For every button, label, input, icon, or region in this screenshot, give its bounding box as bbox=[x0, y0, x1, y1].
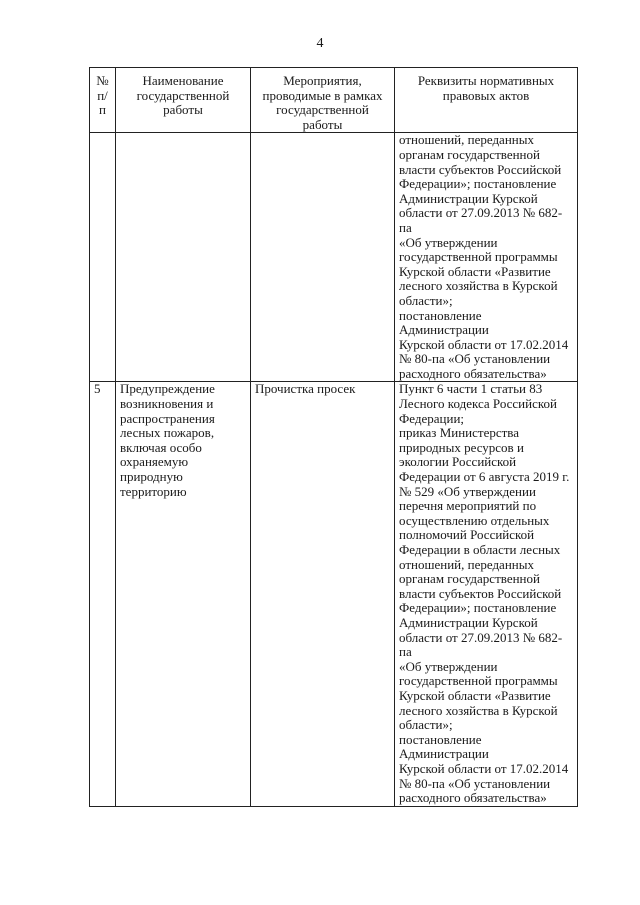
header-number: № п/п bbox=[90, 68, 116, 133]
cell-activities: Прочистка просек bbox=[251, 382, 395, 806]
cell-legal-acts: Пункт 6 части 1 статьи 83 Лесного кодекса Российской Федерации; приказ Министерства природных ресурсов и экологии Российской Федерации от 6 августа 2019 г. № 529 «Об утверждении перечня мероприятий по осуществлению отдельных полномочий Российской Федерации в области лесных отношений, переданных органам государственной власти субъектов Российской Федерации»; постановление Администрации Курской области от 27.09.2013 № 682-па «Об утверждении государственной программы Курской области «Развитие лесного хозяйства в Курской области»; постановление Администрации Курской области от 17.02.2014 № 80-па «Об установлении расходного обязательства» bbox=[395, 382, 578, 806]
cell-work-name: Предупреждение возникновения и распространения лесных пожаров, включая особо охраняемую природную территорию bbox=[116, 382, 251, 806]
document-table bbox=[89, 67, 578, 807]
cell-legal-acts: отношений, переданных органам государственной власти субъектов Российской Федерации»; постановление Администрации Курской области от 27.09.2013 № 682-па «Об утверждении государственной программы Курской области «Развитие лесного хозяйства в Курской области»; постановление Администрации Курской области от 17.02.2014 № 80-па «Об установлении расходного обязательства» bbox=[395, 133, 578, 382]
table-row bbox=[90, 133, 578, 382]
header-work-name: Наименование государственной работы bbox=[116, 68, 251, 133]
table-row bbox=[90, 382, 578, 806]
cell-number bbox=[90, 133, 116, 382]
cell-activities bbox=[251, 133, 395, 382]
table-header-row bbox=[90, 68, 578, 133]
page-number: 4 bbox=[316, 36, 324, 51]
cell-number: 5 bbox=[90, 382, 116, 806]
header-legal-acts: Реквизиты нормативных правовых актов bbox=[395, 68, 578, 133]
header-activities: Мероприятия, проводимые в рамках государственной работы bbox=[251, 68, 395, 133]
cell-work-name bbox=[116, 133, 251, 382]
